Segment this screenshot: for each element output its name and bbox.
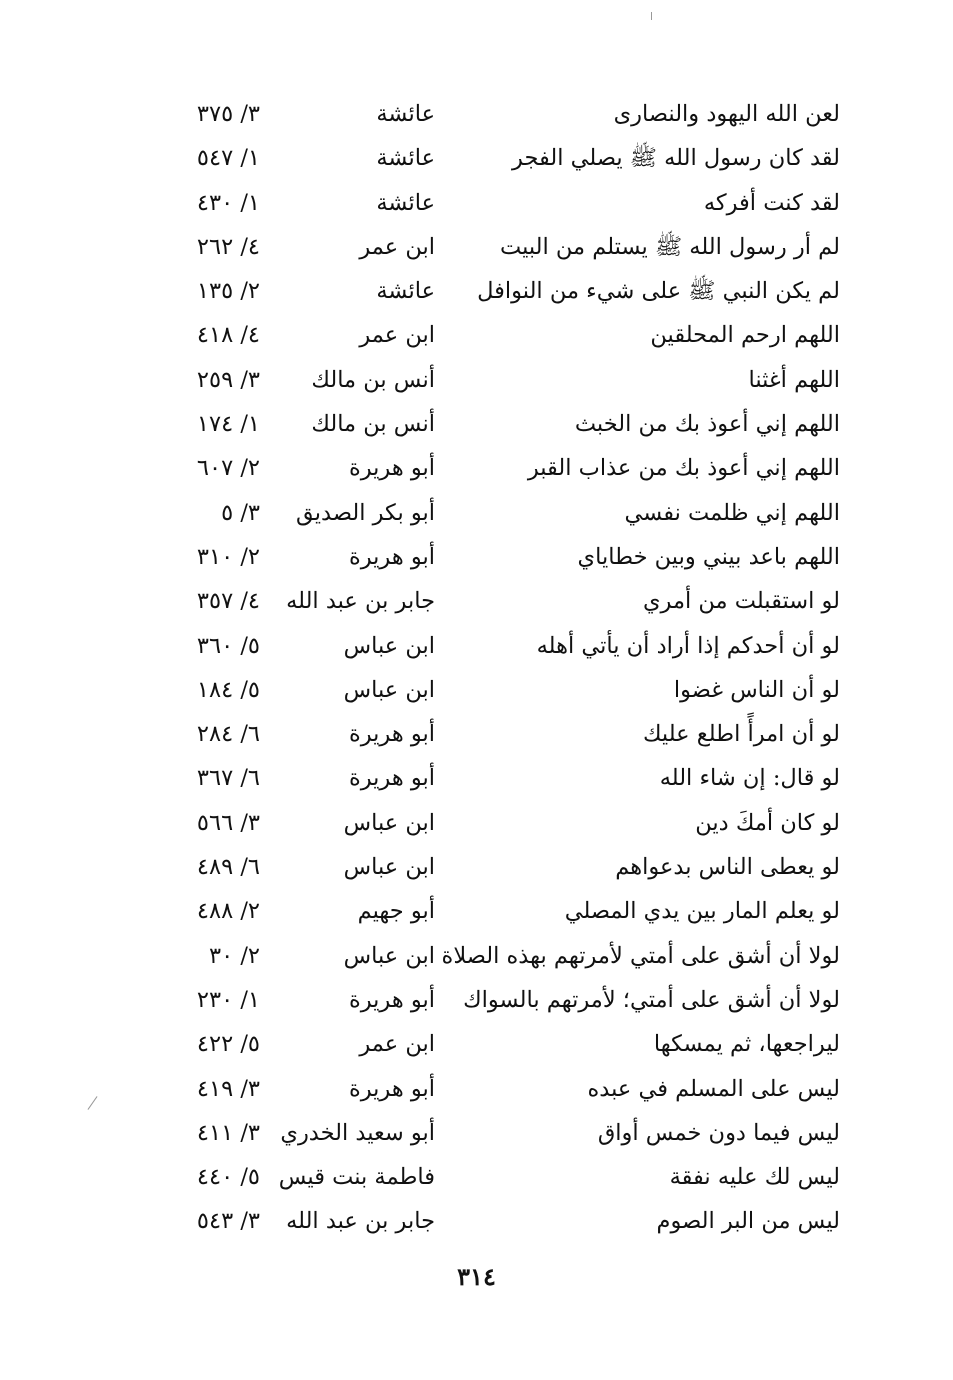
index-row bbox=[150, 269, 840, 313]
hadith-text: ليس على المسلم في عبده bbox=[587, 1075, 840, 1102]
volume-page-reference: ٢/ ٤٨٨ bbox=[196, 898, 260, 925]
hadith-text: اللهم ارحم المحلقين bbox=[650, 322, 840, 349]
page-number: ٣١٤ bbox=[457, 1262, 496, 1291]
volume-page-reference: ٦/ ٣٦٧ bbox=[196, 765, 260, 792]
hadith-text: لقد كان رسول الله ﷺ يصلي الفجر bbox=[512, 145, 840, 172]
narrator-name: أنس بن مالك bbox=[311, 411, 435, 438]
narrator-name: ابن عمر bbox=[359, 1031, 435, 1058]
index-row bbox=[150, 136, 840, 180]
hadith-text: لو يعلم المار بين يدي المصلي bbox=[564, 898, 840, 925]
volume-page-reference: ١/ ٢٣٠ bbox=[196, 986, 260, 1013]
hadith-text: ليس فيما دون خمس أواق bbox=[597, 1119, 840, 1146]
narrator-name: ابن عباس bbox=[343, 942, 435, 969]
narrator-name: عائشة bbox=[376, 101, 435, 127]
narrator-name: جابر بن عبد الله bbox=[286, 1208, 435, 1235]
hadith-text: ليس لك عليه نفقة bbox=[669, 1164, 840, 1191]
volume-page-reference: ٥/ ١٨٤ bbox=[196, 676, 260, 703]
volume-page-reference: ٢/ ١٣٥ bbox=[196, 278, 260, 305]
index-row bbox=[150, 1199, 840, 1243]
narrator-name: ابن عباس bbox=[343, 809, 435, 836]
narrator-name: فاطمة بنت قيس bbox=[278, 1164, 435, 1191]
index-row bbox=[150, 756, 840, 800]
index-row bbox=[150, 1111, 840, 1155]
volume-page-reference: ٣/ ٥٤٣ bbox=[196, 1208, 260, 1235]
narrator-name: أبو هريرة bbox=[348, 1075, 435, 1102]
volume-page-reference: ٥/ ٣٦٠ bbox=[196, 632, 260, 659]
narrator-name: ابن عباس bbox=[343, 854, 435, 881]
narrator-name: أبو هريرة bbox=[348, 543, 435, 570]
hadith-text: اللهم إني ظلمت نفسي bbox=[624, 499, 840, 526]
index-row bbox=[150, 535, 840, 579]
hadith-text: لولا أن أشق على أمتي؛ لأمرتهم بالسواك bbox=[463, 986, 840, 1013]
narrator-name: ابن عمر bbox=[359, 233, 435, 260]
index-row bbox=[150, 181, 840, 225]
hadith-text: لو استقبلت من أمري bbox=[642, 588, 840, 615]
index-row bbox=[150, 934, 840, 978]
narrator-name: ابن عباس bbox=[343, 676, 435, 703]
hadith-text: اللهم أغثنا bbox=[748, 366, 840, 393]
narrator-name: جابر بن عبد الله bbox=[286, 588, 435, 615]
narrator-name: أنس بن مالك bbox=[311, 366, 435, 393]
volume-page-reference: ٣/ ٤١١ bbox=[196, 1119, 260, 1146]
volume-page-reference: ٤/ ٢٦٢ bbox=[196, 233, 260, 260]
hadith-text: اللهم إني أعوذ بك من عذاب القبر bbox=[527, 455, 840, 482]
hadith-text: لو قال: إن شاء الله bbox=[659, 765, 840, 792]
narrator-name: أبو جهيم bbox=[357, 898, 435, 925]
hadith-text: لقد كنت أفركه bbox=[703, 189, 840, 216]
hadith-text: ليراجعها، ثم يمسكها bbox=[653, 1031, 840, 1058]
volume-page-reference: ١/ ١٧٤ bbox=[196, 411, 260, 438]
index-row bbox=[150, 358, 840, 402]
index-row bbox=[150, 668, 840, 712]
narrator-name: أبو هريرة bbox=[348, 721, 435, 748]
hadith-text: لو كان أمكَ دين bbox=[695, 809, 840, 836]
volume-page-reference: ١/ ٤٣٠ bbox=[196, 189, 260, 216]
hadith-text: اللهم باعد بيني وبين خطاياي bbox=[577, 543, 840, 570]
narrator-name: أبو سعيد الخدري bbox=[280, 1119, 435, 1146]
hadith-text: لو أن امرأً اطلع عليك bbox=[642, 721, 840, 748]
narrator-name: أبو هريرة bbox=[348, 765, 435, 792]
index-row bbox=[150, 313, 840, 357]
hadith-text: لولا أن أشق على أمتي لأمرتهم بهذه الصلاة bbox=[441, 942, 840, 969]
volume-page-reference: ٣/ ٥ bbox=[221, 499, 260, 526]
index-row bbox=[150, 402, 840, 446]
index-row bbox=[150, 579, 840, 623]
scan-speck bbox=[88, 1096, 98, 1110]
hadith-text: لو أن أحدكم إذا أراد أن يأتي أهله bbox=[536, 632, 840, 659]
volume-page-reference: ٢/ ٣١٠ bbox=[196, 543, 260, 570]
volume-page-reference: ٣/ ٥٦٦ bbox=[196, 809, 260, 836]
index-row bbox=[150, 801, 840, 845]
index-row bbox=[150, 92, 840, 136]
volume-page-reference: ١/ ٥٤٧ bbox=[196, 145, 260, 172]
index-row bbox=[150, 978, 840, 1022]
index-row bbox=[150, 446, 840, 490]
volume-page-reference: ٦/ ٤٨٩ bbox=[196, 854, 260, 881]
hadith-text: لو يعطى الناس بدعواهم bbox=[615, 854, 840, 881]
volume-page-reference: ٣/ ٤١٩ bbox=[196, 1075, 260, 1102]
hadith-text: لم يكن النبي ﷺ على شيء من النوافل bbox=[477, 278, 840, 305]
index-row bbox=[150, 491, 840, 535]
volume-page-reference: ٣/ ٢٥٩ bbox=[196, 366, 260, 393]
index-row bbox=[150, 1022, 840, 1066]
volume-page-reference: ٢/ ٣٠ bbox=[209, 942, 260, 969]
hadith-text: لو أن الناس غضوا bbox=[673, 676, 840, 703]
narrator-name: أبو هريرة bbox=[348, 455, 435, 482]
narrator-name: أبو هريرة bbox=[348, 986, 435, 1013]
index-row bbox=[150, 624, 840, 668]
index-row bbox=[150, 225, 840, 269]
index-row bbox=[150, 845, 840, 889]
volume-page-reference: ٥/ ٤٢٢ bbox=[196, 1031, 260, 1058]
narrator-name: عائشة bbox=[376, 278, 435, 305]
volume-page-reference: ٦/ ٢٨٤ bbox=[196, 721, 260, 748]
volume-page-reference: ٣/ ٣٧٥ bbox=[196, 101, 260, 127]
narrator-name: ابن عباس bbox=[343, 632, 435, 659]
scan-speck bbox=[651, 12, 652, 20]
volume-page-reference: ٢/ ٦٠٧ bbox=[196, 455, 260, 482]
index-row bbox=[150, 712, 840, 756]
narrator-name: عائشة bbox=[376, 189, 435, 216]
hadith-index-table bbox=[150, 92, 840, 1244]
hadith-text: لم أر رسول الله ﷺ يستلم من البيت bbox=[499, 233, 840, 260]
index-row bbox=[150, 1067, 840, 1111]
index-row bbox=[150, 889, 840, 933]
volume-page-reference: ٤/ ٣٥٧ bbox=[196, 588, 260, 615]
hadith-text: ليس من البر الصوم bbox=[656, 1208, 840, 1235]
narrator-name: ابن عمر bbox=[359, 322, 435, 349]
volume-page-reference: ٤/ ٤١٨ bbox=[196, 322, 260, 349]
index-row bbox=[150, 1155, 840, 1199]
narrator-name: عائشة bbox=[376, 145, 435, 172]
volume-page-reference: ٥/ ٤٤٠ bbox=[196, 1164, 260, 1191]
hadith-text: اللهم إني أعوذ بك من الخبث bbox=[574, 411, 840, 438]
hadith-text: لعن الله اليهود والنصارى bbox=[613, 101, 840, 127]
narrator-name: أبو بكر الصديق bbox=[296, 499, 435, 526]
